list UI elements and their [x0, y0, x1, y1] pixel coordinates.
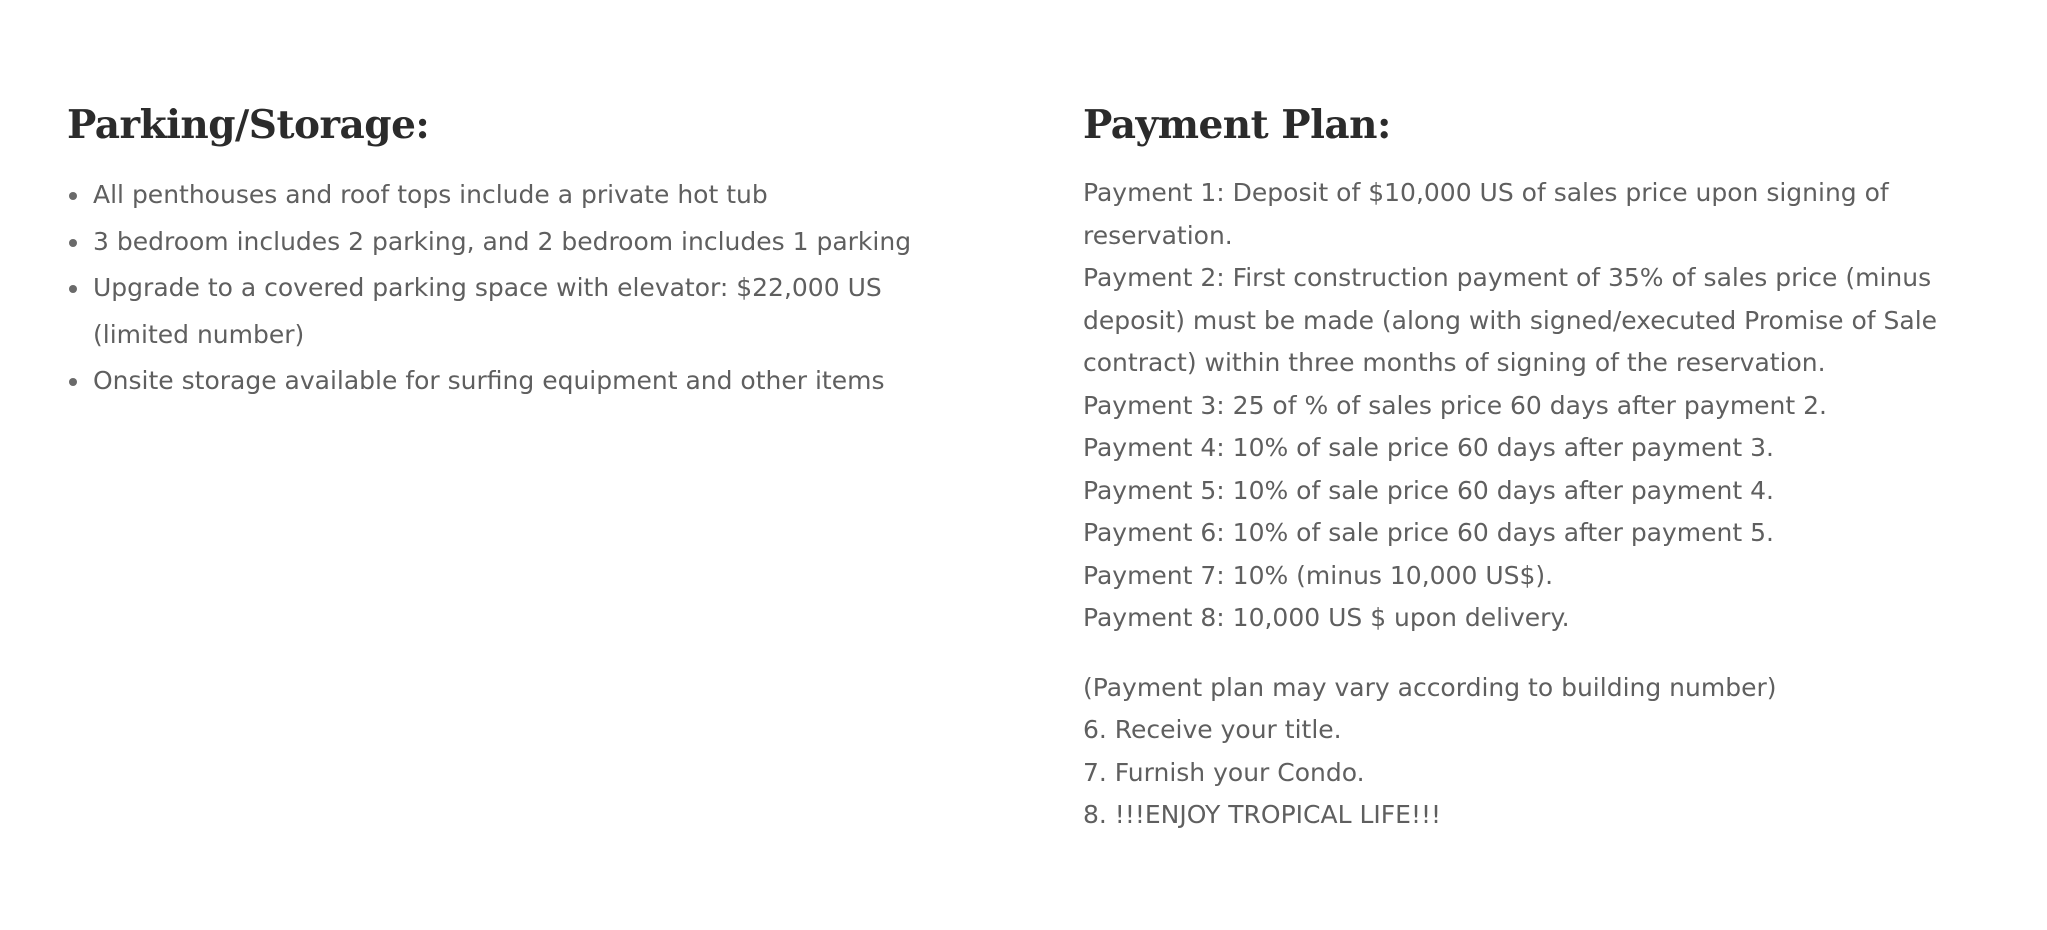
payment-note: 6. Receive your title. [1083, 715, 1342, 744]
payment-item: Payment 4: 10% of sale price 60 days after payment 3. [1083, 433, 1774, 462]
payment-note: 8. !!!ENJOY TROPICAL LIFE!!! [1083, 800, 1442, 829]
payment-item: Payment 2: First construction payment of 35% of sales price (minus deposit) must be made (along with signed/executed Promise of Sale contract) within three months of signing of the reservation. [1083, 263, 1938, 377]
payment-item: Payment 1: Deposit of $10,000 US of sales price upon signing of reservation. [1083, 178, 1889, 250]
payment-list [1083, 172, 1973, 640]
parking-storage-section [67, 96, 967, 405]
list-item: Onsite storage available for surfing equipment and other items [67, 358, 967, 405]
list-item: All penthouses and roof tops include a private hot tub [67, 172, 967, 219]
payment-item: Payment 8: 10,000 US $ upon delivery. [1083, 603, 1570, 632]
list-item: Upgrade to a covered parking space with elevator: $22,000 US (limited number) [67, 265, 953, 358]
payment-note: 7. Furnish your Condo. [1083, 757, 1365, 787]
spacer [1083, 640, 1983, 667]
payment-item: Payment 3: 25 of % of sales price 60 days after payment 2. [1083, 390, 1827, 420]
payment-notes [1083, 667, 1983, 837]
payment-item: Payment 6: 10% of sale price 60 days after payment 5. [1083, 518, 1774, 547]
payment-plan-section [1083, 96, 1983, 837]
payment-item: Payment 7: 10% (minus 10,000 US$). [1083, 560, 1554, 590]
parking-storage-heading: Parking/Storage: [67, 102, 430, 148]
payment-note: (Payment plan may vary according to building number) [1083, 672, 1777, 702]
payment-plan-heading: Payment Plan: [1083, 102, 1391, 148]
parking-storage-list [67, 172, 967, 405]
list-item: 3 bedroom includes 2 parking, and 2 bedroom includes 1 parking [67, 219, 967, 266]
payment-item: Payment 5: 10% of sale price 60 days after payment 4. [1083, 475, 1774, 505]
